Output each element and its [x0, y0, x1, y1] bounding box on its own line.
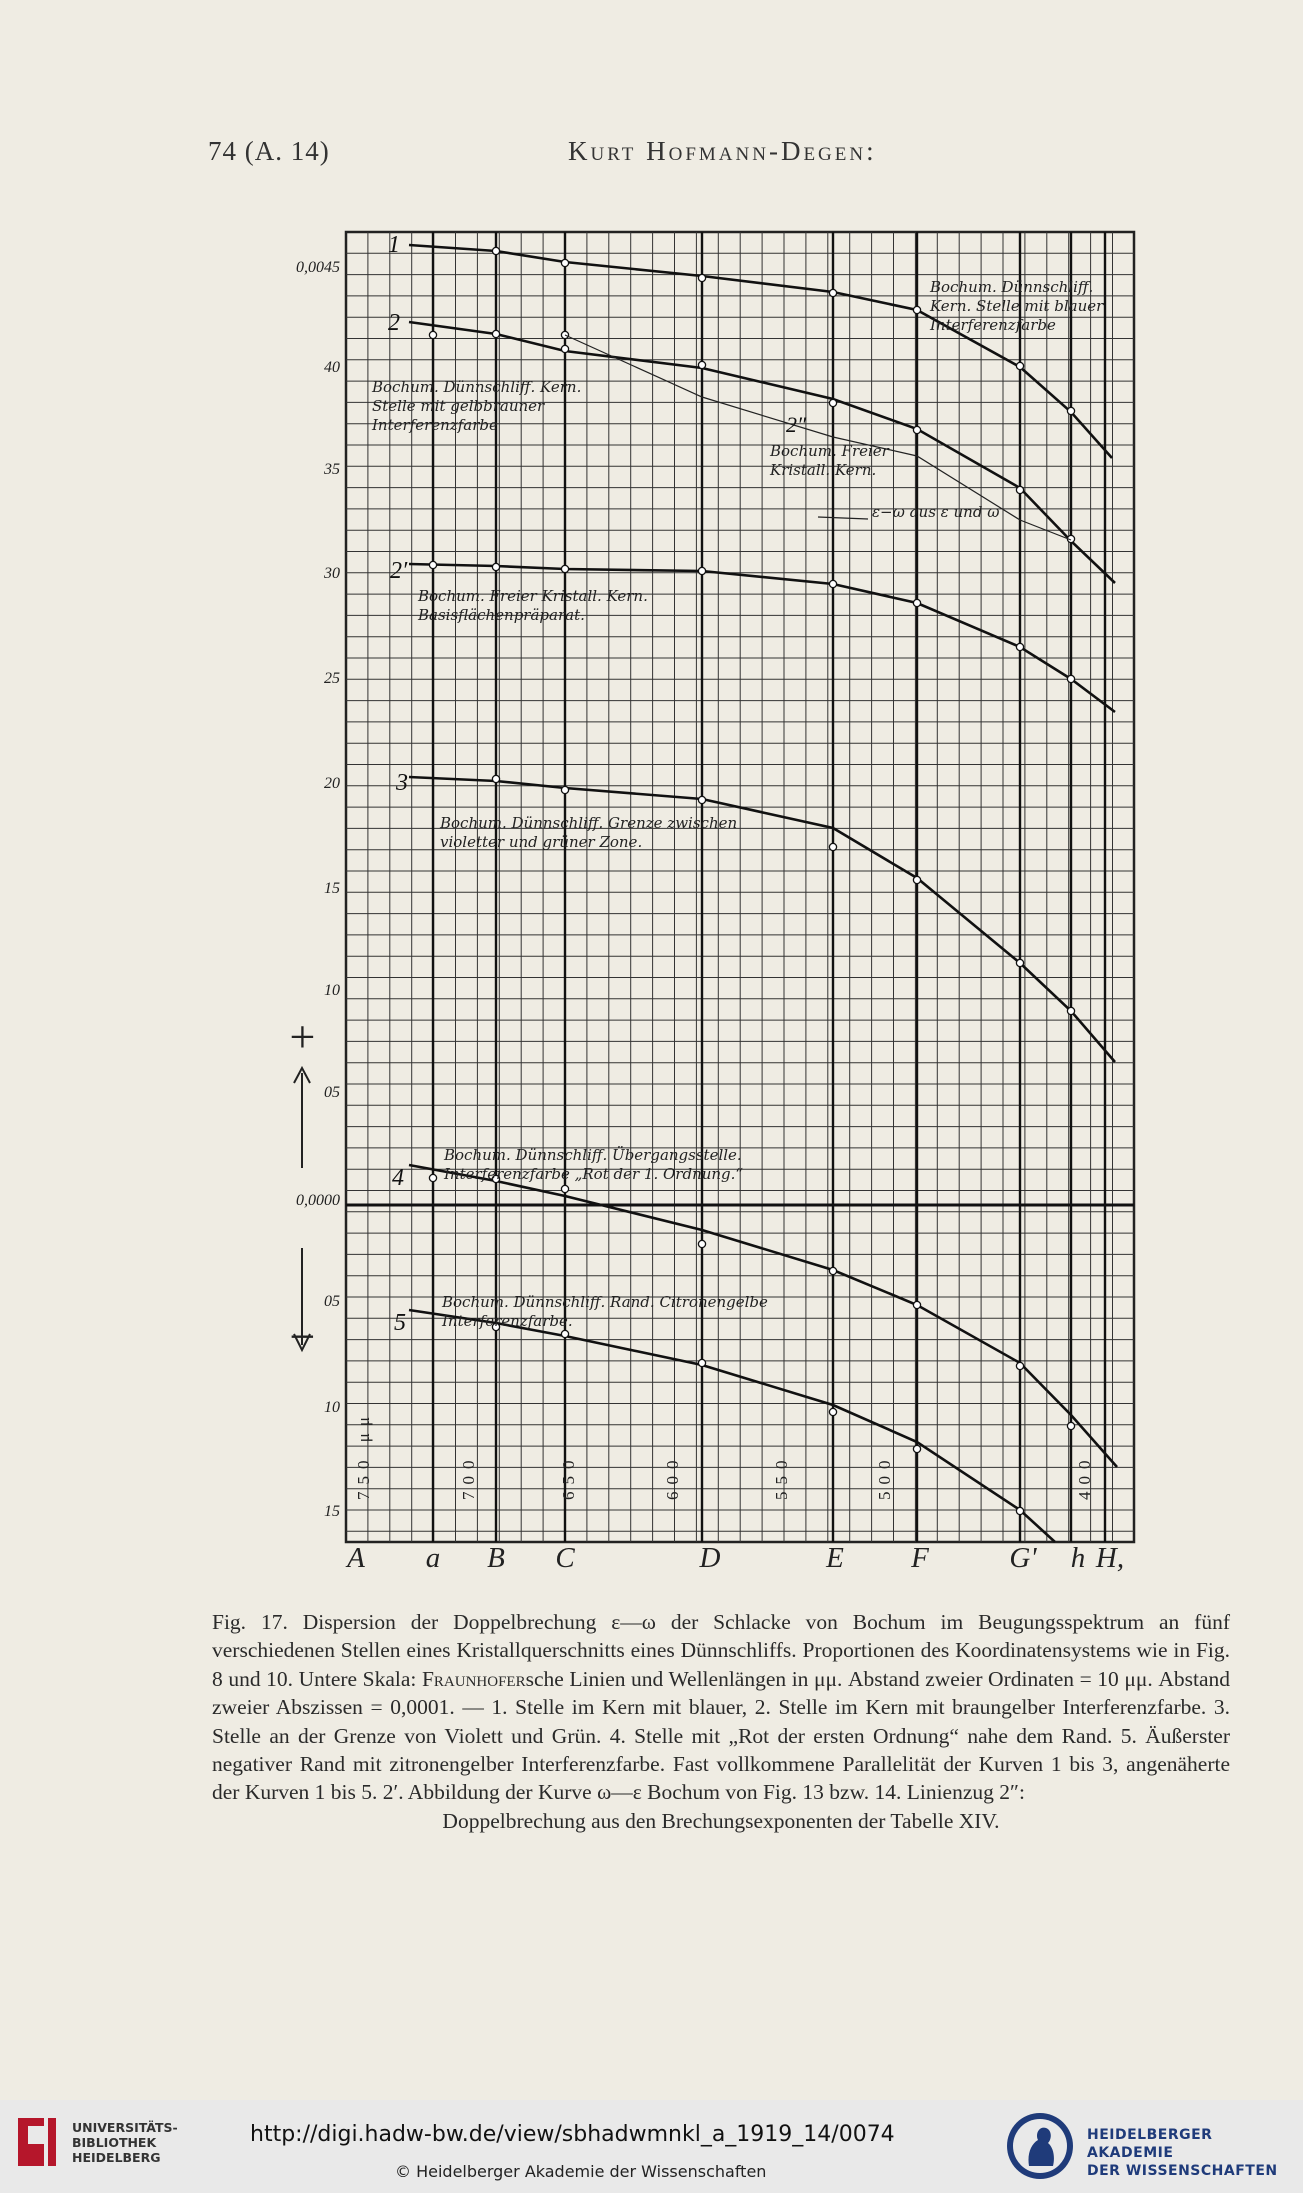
- data-point: [698, 1359, 705, 1366]
- curve-6: [409, 1310, 1055, 1542]
- label-curve-5: Bochum. Dünnschliff. Rand. Citronengelbe: [442, 1293, 768, 1311]
- curve-1: [409, 245, 1112, 458]
- x-tick-label: h: [1070, 1542, 1086, 1574]
- copyright-notice: © Heidelberger Akademie der Wissenschaften: [395, 2162, 767, 2181]
- label-curve-2: Bochum. Dünnschliff. Kern.: [372, 378, 582, 396]
- library-name: UNIVERSITÄTS- BIBLIOTHEK HEIDELBERG: [72, 2120, 178, 2165]
- data-point: [429, 561, 436, 568]
- label-curve-2: Interferenzfarbe: [372, 416, 498, 434]
- data-point: [698, 796, 705, 803]
- y-tick-label: 30: [324, 565, 340, 582]
- data-point: [561, 565, 568, 572]
- x-tick-label: F: [911, 1542, 929, 1574]
- wavelength-label: 600: [663, 1453, 682, 1500]
- x-tick-label: C: [555, 1542, 575, 1574]
- curve-number-label: 4: [392, 1165, 404, 1191]
- data-point: [913, 426, 920, 433]
- x-tick-label: A: [347, 1542, 365, 1574]
- curve-number-label: 1: [388, 232, 400, 258]
- data-point: [829, 399, 836, 406]
- data-point: [829, 1267, 836, 1274]
- wavelength-label: 750 μμ: [354, 1410, 373, 1500]
- data-point: [1016, 1507, 1023, 1514]
- label-curve-2-double-prime: Kristall. Kern.: [770, 461, 877, 479]
- wavelength-label: 550: [772, 1453, 791, 1500]
- academy-name: HEIDELBERGER AKADEMIE DER WISSENSCHAFTEN: [1087, 2127, 1278, 2179]
- wavelength-label: 650: [559, 1453, 578, 1500]
- y-tick-label: −: [286, 1311, 318, 1362]
- label-curve-2-prime: Basisflächenpräparat.: [418, 606, 585, 624]
- academy-seal-icon: [1005, 2110, 1075, 2182]
- label-curve-5: Interferenzfarbe.: [442, 1312, 573, 1330]
- data-point: [492, 247, 499, 254]
- data-point: [1016, 1362, 1023, 1369]
- data-point: [561, 786, 568, 793]
- curve-number-label: 2′: [390, 558, 408, 584]
- caption-part-2: sche Linien und Wellenlängen in μμ. Abstand zweier Ordinaten = 10 μμ. Abstand zweier Abszissen = 0,0001. — 1. Stelle im Kern mit blauer, 2. Stelle im Kern mit braungelber Interferenzfarbe. 3. Stelle an der Grenze von Violett und Grün. 4. Stelle mit „Rot der ersten Ordnung“ nahe dem Rand. 5. Äußerster negativer Rand mit zitronengelber Interferenzfarbe. Fast vollkommene Parallelität der Kurven 1 bis 3, angenäherte der Kurven 1 bis 5. 2′. Abbildung der Kurve ω—ε Bochum von Fig. 13 bzw. 14. Linienzug 2″:: [212, 1666, 1230, 1805]
- data-point: [913, 1301, 920, 1308]
- label-curve-4: Interferenzfarbe „Rot der 1. Ordnung.“: [444, 1165, 744, 1183]
- y-tick-label: 05: [324, 1084, 340, 1101]
- data-point: [1067, 407, 1074, 414]
- y-tick-label: 15: [324, 880, 340, 897]
- x-tick-label: a: [425, 1542, 441, 1574]
- data-point: [913, 876, 920, 883]
- label-curve-4: Bochum. Dünnschliff. Übergangsstelle.: [444, 1146, 742, 1164]
- y-tick-label: 05: [324, 1293, 340, 1310]
- curve-number-label: 5: [394, 1310, 406, 1336]
- data-point: [698, 274, 705, 281]
- label-curve-3: Bochum. Dünnschliff. Grenze zwischen: [440, 814, 738, 832]
- data-point: [829, 580, 836, 587]
- library-logo-icon: [14, 2114, 60, 2170]
- data-point: [913, 599, 920, 606]
- wavelength-label: 700: [459, 1453, 478, 1500]
- data-point: [1016, 486, 1023, 493]
- page-url-link[interactable]: http://digi.hadw-bw.de/view/sbhadwmnkl_a_1919_14/0074: [250, 2122, 895, 2147]
- y-tick-label: 0,0000: [296, 1192, 340, 1209]
- data-point: [913, 1445, 920, 1452]
- data-point: [829, 1408, 836, 1415]
- y-tick-label: 10: [324, 1399, 340, 1416]
- data-point: [561, 345, 568, 352]
- data-point: [913, 306, 920, 313]
- y-tick-label: 15: [324, 1503, 340, 1520]
- figure-caption: [212, 1608, 1230, 1835]
- x-tick-label: G': [1009, 1542, 1037, 1574]
- data-point: [698, 567, 705, 574]
- running-title: Kurt Hofmann-Degen:: [568, 136, 877, 166]
- y-tick-label: 0,0045: [296, 259, 340, 276]
- data-point: [561, 1330, 568, 1337]
- data-point: [1016, 643, 1023, 650]
- data-point: [829, 289, 836, 296]
- y-tick-label: 10: [324, 982, 340, 999]
- data-point: [492, 330, 499, 337]
- x-tick-label: B: [487, 1542, 505, 1574]
- label-curve-1: Interferenzfarbe: [930, 316, 1056, 334]
- data-point: [698, 1240, 705, 1247]
- data-point: [829, 843, 836, 850]
- curve-number-label: 2″: [786, 412, 807, 437]
- y-tick-label: 40: [324, 359, 340, 376]
- label-curve-1: Kern. Stelle mit blauer: [930, 297, 1104, 315]
- wavelength-label: 400: [1075, 1453, 1094, 1500]
- data-point: [1016, 362, 1023, 369]
- data-point: [492, 775, 499, 782]
- data-point: [1067, 675, 1074, 682]
- data-point: [429, 1174, 436, 1181]
- label-curve-2-prime: Bochum. Freier Kristall. Kern.: [418, 587, 648, 605]
- footer-bar: [0, 2100, 1303, 2193]
- label-curve-2-double-prime: Bochum. Freier: [770, 442, 889, 460]
- caption-fraunhofer: Fraunhofer: [421, 1666, 526, 1691]
- data-point: [1067, 1422, 1074, 1429]
- data-point: [492, 563, 499, 570]
- annotation-pointer: [818, 517, 868, 519]
- caption-part-1: Fig. 17. Dispersion der Doppelbrechung ε—ω der Schlacke von Bochum im Beugungsspektrum an fünf verschiedenen Stellen eines Kristallquerschnitts eines Dünnschliffs. Proportionen des Koordinatensystems wie in Fig. 8 und 10. Untere Skala:: [212, 1610, 1230, 1691]
- data-point: [561, 259, 568, 266]
- data-point: [1067, 1007, 1074, 1014]
- label-eps-omega: ε−ω aus ε und ω: [872, 503, 1000, 521]
- page-number: 74 (A. 14): [208, 136, 330, 166]
- y-tick-label: 35: [324, 461, 340, 478]
- curve-number-label: 2: [388, 310, 400, 336]
- x-tick-label: D: [699, 1542, 721, 1574]
- label-curve-3: violetter und grüner Zone.: [440, 833, 643, 851]
- x-tick-label: E: [826, 1542, 844, 1574]
- caption-part-3: Doppelbrechung aus den Brechungsexponenten der Tabelle XIV.: [442, 1808, 1000, 1833]
- data-point: [429, 331, 436, 338]
- data-point: [698, 361, 705, 368]
- y-tick-label: 25: [324, 670, 340, 687]
- label-curve-2: Stelle mit gelbbrauner: [372, 397, 545, 415]
- data-point: [561, 1185, 568, 1192]
- curve-number-label: 3: [396, 770, 408, 796]
- data-point: [1016, 959, 1023, 966]
- x-tick-label: H,: [1095, 1542, 1125, 1574]
- wavelength-label: 500: [875, 1453, 894, 1500]
- y-tick-label: 20: [324, 775, 340, 792]
- y-tick-label: +: [286, 1011, 318, 1062]
- label-curve-1: Bochum. Dünnschliff.: [930, 278, 1094, 296]
